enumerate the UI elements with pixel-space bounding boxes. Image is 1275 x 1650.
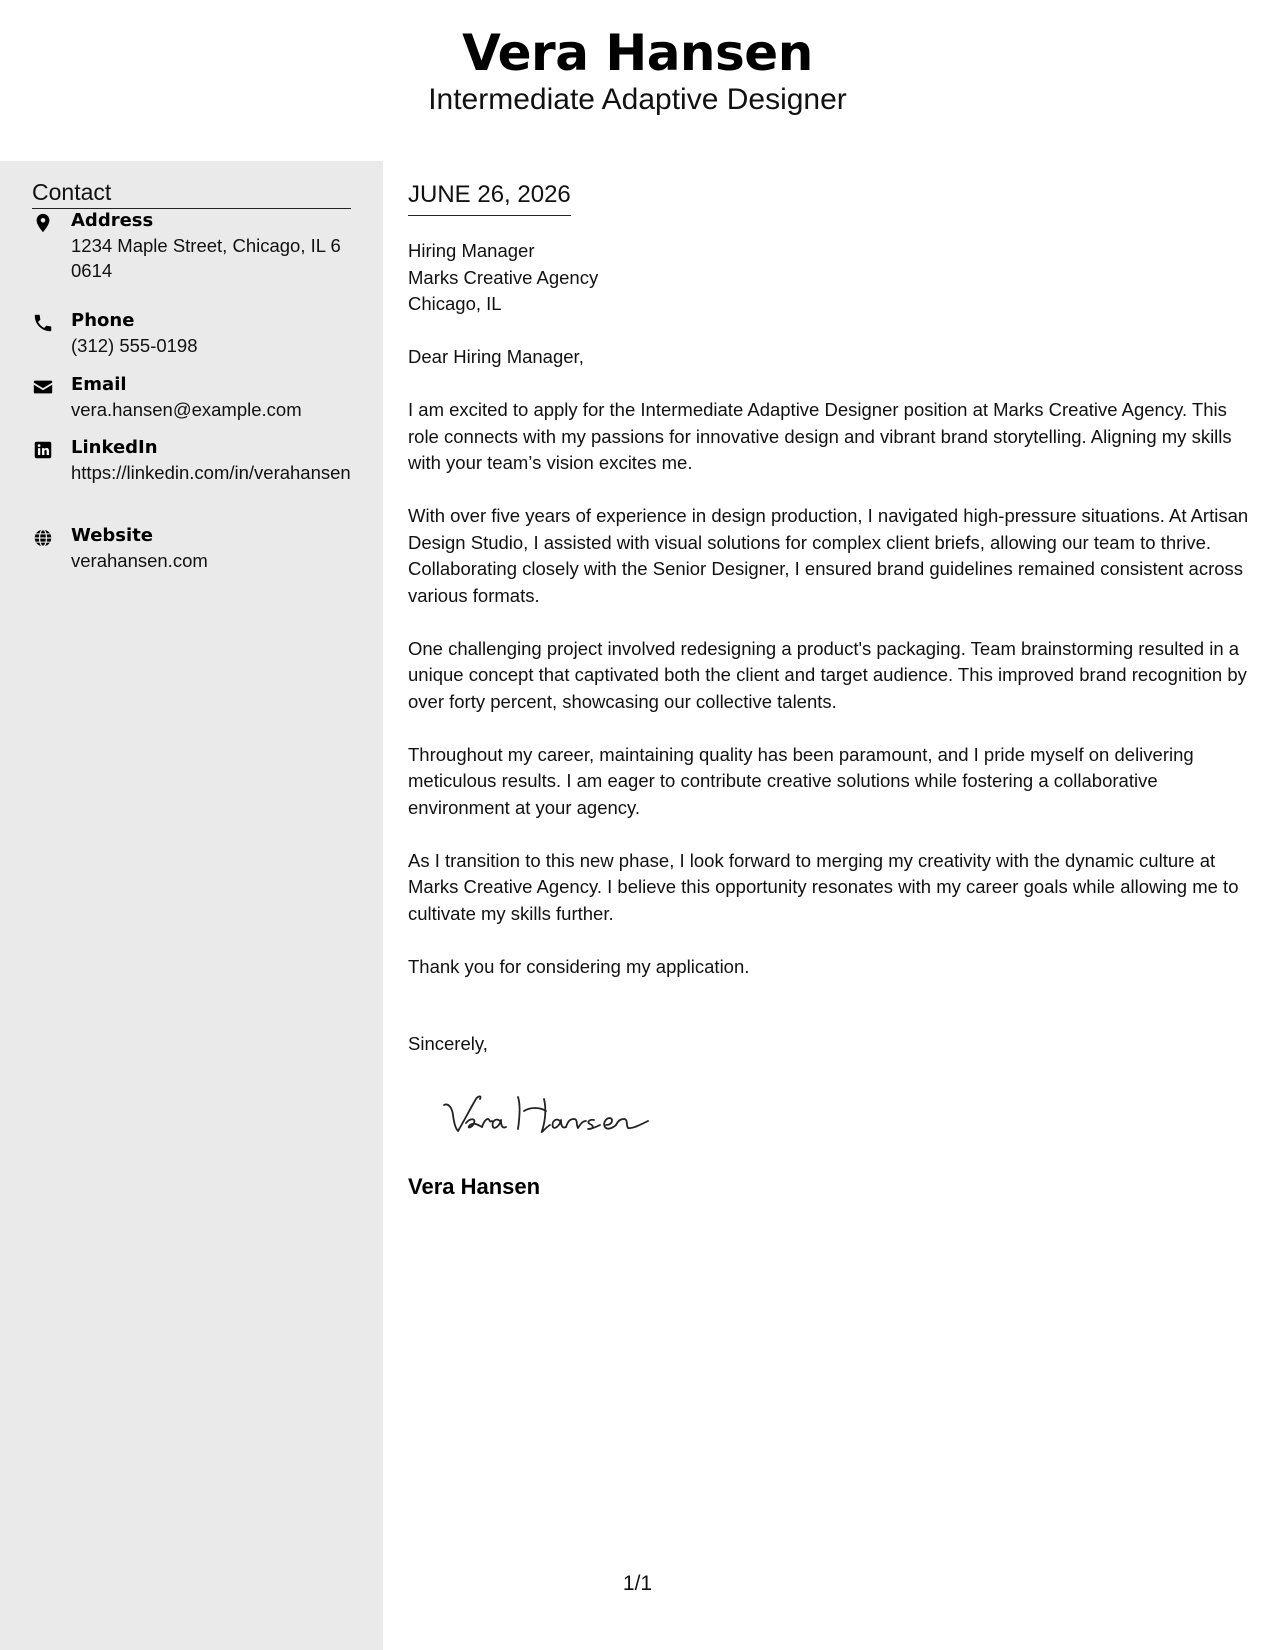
contact-heading: Contact	[32, 177, 351, 209]
contact-address-label: Address	[71, 210, 154, 231]
contact-phone	[32, 308, 352, 358]
contact-website-value[interactable]: verahansen.com	[71, 550, 208, 571]
signer-name: Vera Hansen	[408, 1174, 541, 1199]
paragraph: As I transition to this new phase, I look forward to merging my creativity with the dynamic culture at Marks Creative Agency. I believe this opportunity resonates with my career goals while allowing me to cultivate my skills further.	[408, 849, 1239, 924]
recipient-line: Chicago, IL	[408, 293, 502, 314]
paragraph: One challenging project involved redesigning a product's packaging. Team brainstorming resulted in a unique concept that captivated both the client and target audience. This improved brand recognition by over forty percent, showcasing our collective talents.	[408, 637, 1247, 712]
contact-email	[32, 372, 352, 422]
location-pin-icon	[32, 212, 54, 234]
contact-website-label: Website	[71, 525, 154, 546]
contact-phone-label: Phone	[71, 310, 135, 331]
phone-icon	[32, 312, 54, 334]
recipient-block	[408, 238, 598, 318]
paragraph: I am excited to apply for the Intermediate Adaptive Designer position at Marks Creative Agency. This role connects with my passions for innovative design and vibrant brand storytelling. Aligning my skills with your team’s vision excites me.	[408, 399, 1232, 473]
page-number: 1/1	[622, 1572, 653, 1595]
handwritten-signature	[436, 1085, 666, 1145]
linkedin-icon	[32, 439, 54, 461]
applicant-role: Intermediate Adaptive Designer	[428, 83, 847, 116]
recipient-line: Hiring Manager	[408, 240, 535, 261]
applicant-name: Vera Hansen	[462, 24, 813, 82]
letter-date: JUNE 26, 2026	[408, 179, 571, 216]
letter-header	[0, 0, 1275, 161]
contact-address-value: 1234 Maple Street, Chicago, IL 60614	[71, 235, 341, 281]
letter-text	[408, 344, 1253, 1007]
recipient-line: Marks Creative Agency	[408, 266, 599, 288]
paragraph: Thank you for considering my application.	[408, 955, 750, 977]
contact-phone-value: (312) 555-0198	[71, 335, 198, 356]
greeting: Dear Hiring Manager,	[408, 346, 584, 367]
paragraph: With over five years of experience in design production, I navigated high-pressure situations. At Artisan Design Studio, I assisted with visual solutions for complex client briefs, allowing our team to thrive. Collaborating closely with the Senior Designer, I ensured brand guidelines remained consistent across various formats.	[408, 505, 1249, 606]
contact-linkedin-value[interactable]: https://linkedin.com/in/verahansen	[71, 462, 351, 483]
contact-website	[32, 523, 352, 573]
globe-icon	[32, 527, 54, 549]
envelope-icon	[32, 376, 54, 398]
contact-linkedin-label: LinkedIn	[71, 437, 158, 458]
contact-email-label: Email	[71, 374, 127, 395]
paragraph: Throughout my career, maintaining quality has been paramount, and I pride myself on delivering meticulous results. I am eager to contribute creative solutions while fostering a collaborative environment at your agency.	[408, 743, 1194, 818]
closing: Sincerely,	[408, 1033, 488, 1054]
contact-address	[32, 208, 352, 283]
contact-linkedin	[32, 435, 352, 485]
contact-email-value[interactable]: vera.hansen@example.com	[71, 399, 302, 420]
